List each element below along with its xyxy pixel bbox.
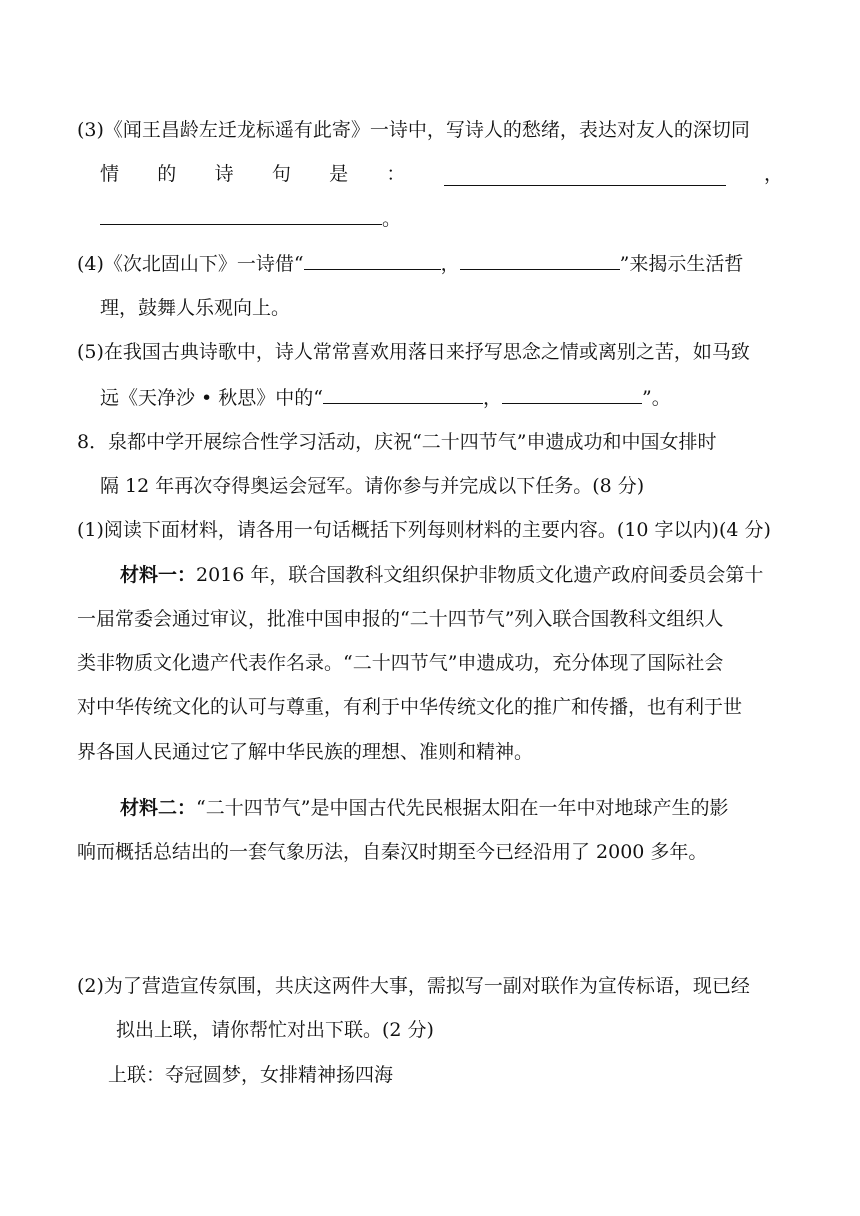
couplet-upper-line: 上联：夺冠圆梦，女排精神扬四海 xyxy=(108,1064,394,1086)
q5-line-2 xyxy=(100,385,671,410)
material1-line-2: 一届常委会通过审议，批准中国申报的“二十四节气”列入联合国教科文组织人 xyxy=(77,608,724,630)
q3-period: 。 xyxy=(382,208,402,230)
q8-line-1: 8．泉都中学开展综合性学习活动，庆祝“二十四节气”申遗成功和中国女排时 xyxy=(77,431,717,453)
sub2-line-1: (2)为了营造宣传氛围，共庆这两件大事，需拟写一副对联作为宣传标语，现已经 xyxy=(77,975,750,997)
q5-comma: ， xyxy=(483,387,503,409)
material1-line-3: 类非物质文化遗产代表作名录。“二十四节气”申遗成功，充分体现了国际社会 xyxy=(77,652,724,674)
material1-line-5: 界各国人民通过它了解中华民族的理想、准则和精神。 xyxy=(77,741,534,763)
answer-blank[interactable] xyxy=(460,251,620,270)
material2-text: “二十四节气”是中国古代先民根据太阳在一年中对地球产生的影 xyxy=(196,797,729,819)
q3-char: 诗 xyxy=(214,163,234,185)
q3-char: 情 xyxy=(100,163,120,185)
material2-line-1 xyxy=(120,796,728,820)
q3-comma: ， xyxy=(763,163,783,185)
q3-char: 是 xyxy=(329,163,349,185)
q3-char: 句 xyxy=(271,163,291,185)
q4-line-1 xyxy=(77,251,743,276)
answer-blank[interactable] xyxy=(304,251,441,270)
material1-label: 材料一： xyxy=(120,564,197,586)
q8-line-2: 隔 12 年再次夺得奥运会冠军。请你参与并完成以下任务。(8 分) xyxy=(100,475,645,497)
material2-line-2: 响而概括总结出的一套气象历法，自秦汉时期至今已经沿用了 2000 多年。 xyxy=(77,841,708,863)
q5-text-start: 远《天净沙 • 秋思》中的“ xyxy=(100,387,324,409)
material1-text: 2016 年，联合国教科文组织保护非物质文化遗产政府间委员会第十 xyxy=(196,564,764,586)
material2-label: 材料二： xyxy=(120,797,197,819)
sub2-line-2: 拟出上联，请你帮忙对出下联。(2 分) xyxy=(116,1019,434,1041)
q5-line-1: (5)在我国古典诗歌中，诗人常常喜欢用落日来抒写思念之情或离别之苦，如马致 xyxy=(77,341,750,363)
material1-line-1 xyxy=(120,563,763,587)
q4-text-end: ”来揭示生活哲 xyxy=(619,253,744,275)
material1-line-4: 对中华传统文化的认可与尊重，有利于中华传统文化的推广和传播，也有利于世 xyxy=(77,696,743,718)
q3-line-3 xyxy=(100,206,401,231)
q5-text-end: ”。 xyxy=(642,387,671,409)
q4-comma: ， xyxy=(440,253,460,275)
q3-char: ： xyxy=(386,163,406,185)
q4-text-start: (4)《次北固山下》一诗借“ xyxy=(77,253,304,275)
answer-blank[interactable] xyxy=(502,385,642,404)
answer-blank[interactable] xyxy=(323,385,483,404)
q4-line-2: 理，鼓舞人乐观向上。 xyxy=(100,297,291,319)
q3-line-2 xyxy=(100,162,783,186)
answer-blank[interactable] xyxy=(100,206,382,225)
answer-blank[interactable] xyxy=(444,167,726,186)
q3-char: 的 xyxy=(157,163,177,185)
q3-line-1: (3)《闻王昌龄左迁龙标遥有此寄》一诗中，写诗人的愁绪，表达对友人的深切同 xyxy=(77,119,750,141)
sub1-instruction: (1)阅读下面材料，请各用一句话概括下列每则材料的主要内容。(10 字以内)(4 分) xyxy=(77,519,771,541)
